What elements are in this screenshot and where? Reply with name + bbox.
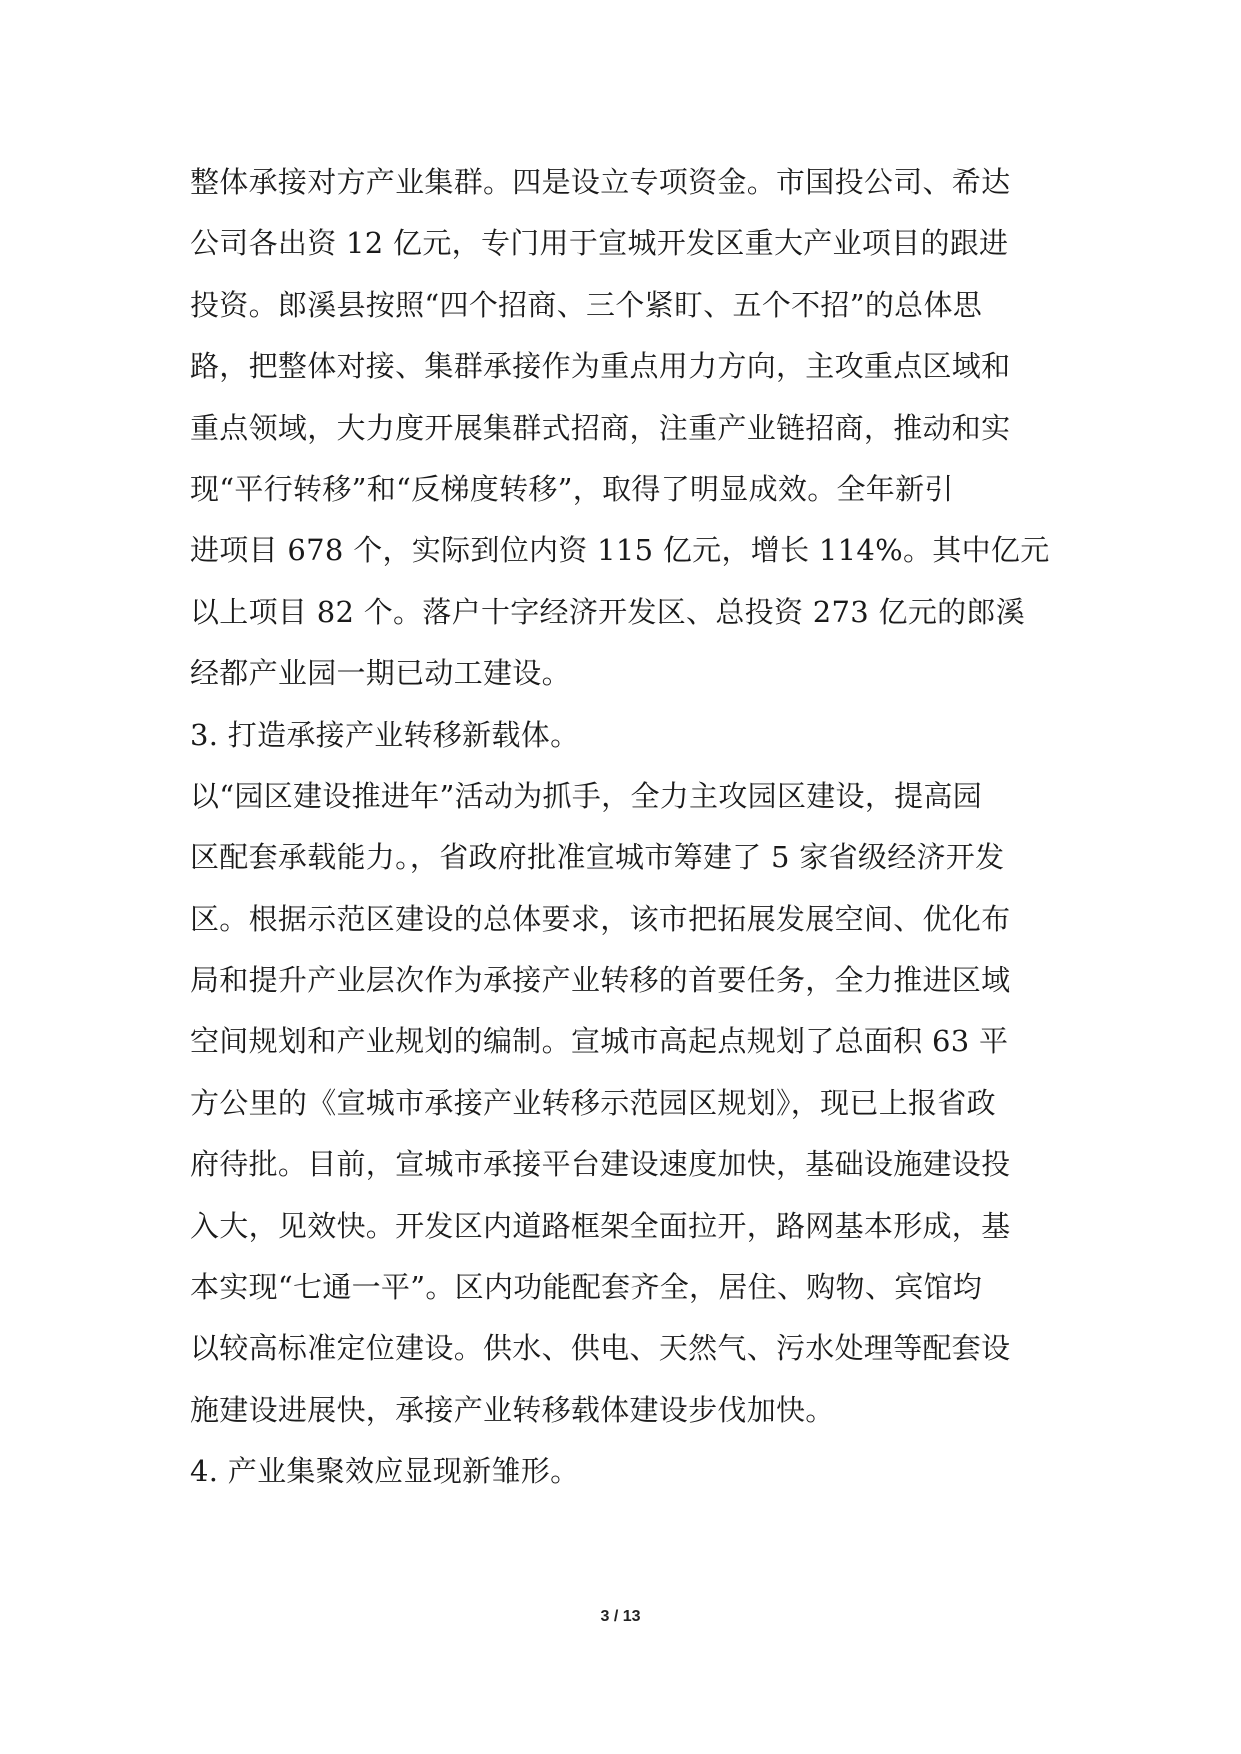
text-line: 以较高标准定位建设。供水、供电、天然气、污水处理等配套设: [190, 1331, 1011, 1366]
text-line: 本实现“七通一平”。区内功能配套齐全，居住、购物、宾馆均: [190, 1270, 983, 1305]
text-line: 方公里的《宣城市承接产业转移示范园区规划》，现已上报省政: [190, 1085, 996, 1120]
text-line: 以上项目 82 个。落户十字经济开发区、总投资 273 亿元的郎溪: [190, 594, 1026, 629]
text-line: 区。根据示范区建设的总体要求，该市把拓展发展空间、优化布: [190, 901, 1011, 936]
text-line: 投资。郎溪县按照“四个招商、三个紧盯、五个不招”的总体思: [190, 287, 983, 322]
section-heading: 3. 打造承接产业转移新载体。: [190, 717, 580, 752]
text-line: 经都产业园一期已动工建设。: [190, 656, 571, 691]
text-line: 施建设进展快，承接产业转移载体建设步伐加快。: [190, 1392, 835, 1427]
text-line: 路，把整体对接、集群承接作为重点用力方向，主攻重点区域和: [190, 349, 1011, 384]
text-line: 现“平行转移”和“反梯度转移”，取得了明显成效。全年新引: [190, 471, 954, 506]
document-body: [190, 152, 1060, 1503]
text-line: 区配套承载能力。，省政府批准宣城市筹建了 5 家省级经济开发: [190, 840, 1005, 875]
text-line: 以“园区建设推进年”活动为抓手，全力主攻园区建设，提高园: [190, 778, 983, 813]
text-line: 进项目 678 个，实际到位内资 115 亿元，增长 114%。其中亿元: [190, 533, 1050, 568]
text-line: 空间规划和产业规划的编制。宣城市高起点规划了总面积 63 平: [190, 1024, 1009, 1059]
text-line: 整体承接对方产业集群。四是设立专项资金。市国投公司、希达: [190, 165, 1011, 199]
section-heading: 4. 产业集聚效应显现新雏形。: [190, 1454, 580, 1489]
text-line: 入大，见效快。开发区内道路框架全面拉开，路网基本形成，基: [190, 1208, 1011, 1243]
text-line: 重点领域，大力度开展集群式招商，注重产业链招商，推动和实: [190, 410, 1011, 445]
text-line: 局和提升产业层次作为承接产业转移的首要任务，全力推进区域: [190, 963, 1011, 998]
page-number: 3 / 13: [600, 1608, 641, 1625]
text-line: 府待批。目前，宣城市承接平台建设速度加快，基础设施建设投: [190, 1147, 1011, 1182]
text-line: 公司各出资 12 亿元，专门用于宣城开发区重大产业项目的跟进: [190, 226, 1009, 261]
